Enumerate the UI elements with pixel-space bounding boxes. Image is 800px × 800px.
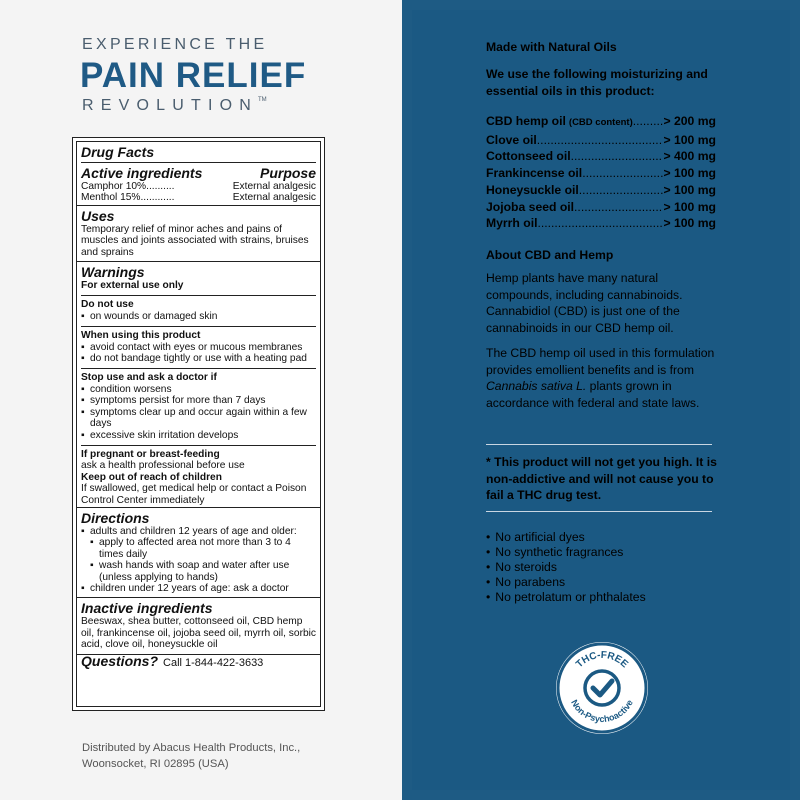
drug-facts-panel [72, 137, 325, 711]
questions-section [77, 652, 320, 672]
ingredient-purpose: External analgesic [232, 181, 316, 192]
list-item: • No synthetic fragrances [486, 545, 646, 560]
divider-top [486, 444, 712, 445]
natural-oils-title: Made with Natural Oils [486, 40, 617, 54]
list-item [486, 182, 716, 199]
when-using-title: When using this product [81, 330, 201, 342]
list-item: ▪ condition worsens [81, 384, 316, 395]
purpose-title: Purpose [259, 165, 316, 181]
oil-amount: > 100 mg [663, 199, 716, 214]
about-cbd-para2 [486, 345, 718, 411]
headline-line1: EXPERIENCE THE [82, 36, 268, 53]
list-item: • No parabens [486, 575, 646, 590]
badge-bottom-text: Non-Psychoactive [569, 697, 635, 725]
list-item: ▪ symptoms clear up and occur again within a few days [81, 407, 316, 430]
stop-use-title: Stop use and ask a doctor if [81, 372, 217, 384]
oil-dots [574, 199, 663, 216]
warnings-section [77, 262, 320, 508]
list-item [486, 215, 716, 232]
list-item: • No artificial dyes [486, 530, 646, 545]
ingredient-name-text: Camphor 10% [81, 181, 147, 192]
oil-name: CBD hemp oil [486, 114, 566, 128]
drug-facts-title: Drug Facts [81, 144, 316, 163]
distributor-info [82, 740, 300, 772]
pregnant-text: ask a health professional before use [81, 460, 245, 472]
list-item: ▪ apply to affected area not more than 3 to 4 times daily [81, 537, 316, 560]
free-from-list [486, 530, 646, 605]
trademark-mark: TM [258, 97, 267, 103]
oil-amount: > 100 mg [663, 216, 716, 231]
headline-revolution: REVOLUTION [82, 97, 259, 114]
list-item: ▪ do not bandage tightly or use with a heating pad [81, 353, 316, 364]
drug-facts-header-section [77, 142, 320, 206]
distributor-line2: Woonsocket, RI 02895 (USA) [82, 758, 229, 770]
questions-phone: Call 1-844-422-3633 [163, 656, 264, 669]
ingredient-name-text: Menthol 15% [81, 192, 141, 204]
list-item: ▪ symptoms persist for more than 7 days [81, 395, 316, 406]
inactive-text: Beeswax, shea butter, cottonseed oil, CBD hemp oil, frankincense oil, jojoba seed oil, myrrh oil, sorbic acid, clove oil, honeysuckle oil [81, 616, 316, 651]
thc-free-badge [556, 642, 648, 734]
list-item [486, 199, 716, 216]
oil-amount: > 100 mg [663, 132, 716, 147]
natural-oils-intro: We use the following moisturizing and essential oils in this product: [486, 67, 708, 98]
stop-use-block [81, 369, 316, 445]
list-item: ▪ wash hands with soap and water after use (unless applying to hands) [81, 560, 316, 583]
uses-title: Uses [81, 207, 115, 224]
pregnant-title: If pregnant or breast-feeding [81, 448, 220, 460]
ingredient-dots: .......... [146, 181, 175, 192]
do-not-use-block [81, 296, 316, 327]
ingredient-purpose: External analgesic [232, 192, 316, 204]
uses-text: Temporary relief of minor aches and pains of muscles and joints associated with strains, bruises and sprains [81, 223, 309, 258]
do-not-use-title: Do not use [81, 299, 134, 311]
ingredient-name [81, 192, 174, 203]
warnings-header [81, 264, 316, 296]
list-item: ▪ on wounds or damaged skin [81, 311, 316, 322]
warnings-title: Warnings [81, 264, 145, 281]
oil-name: Cottonseed oil [486, 149, 571, 164]
inactive-section [77, 598, 320, 654]
oil-dots [582, 165, 663, 182]
oil-amount: > 100 mg [663, 182, 716, 197]
oil-amount: > 100 mg [663, 166, 716, 181]
ingredient-row-menthol [81, 192, 316, 203]
drug-facts-box [76, 141, 321, 707]
ingredient-dots: ............ [140, 192, 175, 204]
pregnant-block [81, 446, 316, 507]
oil-dots [579, 182, 664, 199]
list-item: ▪ adults and children 12 years of age and older: [81, 526, 316, 537]
about-cbd-title: About CBD and Hemp [486, 248, 614, 262]
questions-title: Questions? [81, 652, 159, 669]
active-ingredients-header [81, 165, 316, 181]
headline-line3 [82, 97, 267, 115]
oil-name: Honeysuckle oil [486, 182, 579, 197]
about-cbd-para2-text: The CBD hemp oil used in this formulation provides emollient benefits and is from [486, 346, 715, 377]
headline-line2: PAIN RELIEF [80, 56, 307, 95]
oil-amount: > 200 mg [663, 114, 716, 128]
directions-title: Directions [81, 509, 150, 526]
directions-section [77, 508, 320, 598]
list-item: • No steroids [486, 560, 646, 575]
disclaimer-text: * This product will not get you high. It is non-addictive and will not cause you to fail a THC drug test. [486, 455, 717, 503]
oil-name: Myrrh oil [486, 216, 538, 231]
about-cbd-para1: Hemp plants have many natural compounds, including cannabinoids. Cannabidiol (CBD) is just one of the cannabinoids in our CBD hemp oil. [486, 271, 683, 335]
list-item: ▪ children under 12 years of age: ask a doctor [81, 583, 316, 594]
list-item [486, 132, 716, 149]
keep-out-text: If swallowed, get medical help or contact a Poison Control Center immediately [81, 483, 307, 506]
list-item: • No petrolatum or phthalates [486, 590, 646, 605]
badge-graphic [556, 642, 648, 734]
badge-top-text: THC-FREE [574, 649, 630, 671]
when-using-block [81, 327, 316, 369]
list-item: ▪ excessive skin irritation develops [81, 430, 316, 441]
oil-note: (CBD content) [568, 117, 633, 128]
oil-name: Clove oil [486, 132, 537, 147]
oil-dots [571, 148, 664, 165]
ingredient-row-camphor [81, 181, 316, 192]
oil-dots [537, 215, 663, 232]
active-ingredients-title: Active ingredients [81, 165, 203, 181]
list-item [486, 148, 716, 165]
divider-bottom [486, 511, 712, 512]
list-item [486, 165, 716, 182]
oil-dots [537, 132, 664, 149]
species-name: Cannabis sativa L. [486, 379, 587, 394]
ingredient-name [81, 181, 174, 192]
external-use-text: For external use only [81, 280, 184, 292]
distributor-line1: Distributed by Abacus Health Products, Inc., [82, 742, 301, 754]
oil-name: Jojoba seed oil [486, 199, 575, 214]
list-item [486, 113, 716, 132]
oil-amount: > 400 mg [663, 149, 716, 164]
uses-section [77, 206, 320, 262]
oil-dots [633, 113, 664, 130]
oil-name: Frankincense oil [486, 166, 583, 181]
list-item: ▪ avoid contact with eyes or mucous membranes [81, 342, 316, 353]
inactive-title: Inactive ingredients [81, 600, 213, 617]
oils-list [486, 113, 716, 232]
about-cbd-para2-text-end: plants grown in accordance with federal and state laws. [486, 379, 700, 410]
keep-out-title: Keep out of reach of children [81, 471, 222, 483]
